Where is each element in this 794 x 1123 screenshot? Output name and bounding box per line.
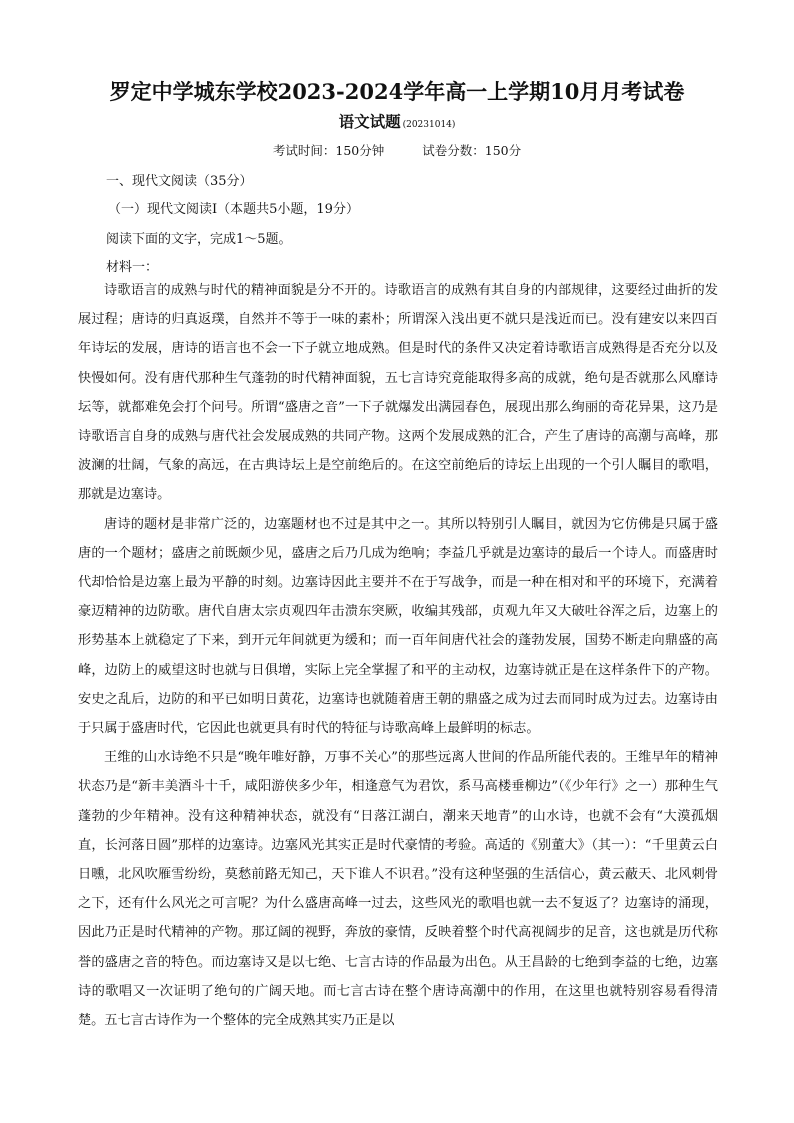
paragraph: 诗歌语言的成熟与时代的精神面貌是分不开的。诗歌语言的成熟有其自身的内部规律，这要经过曲折的发展过程；唐诗的归真返璞，自然并不等于一味的素朴；所谓深入浅出更不就只是浅近而已。没有建安以来四百年诗坛的发展，唐诗的语言也不会一下子就立地成熟。但是时代的条件又决定着诗歌语言成熟得是否充分以及快慢如何。没有唐代那种生气蓬勃的时代精神面貌，五七言诗究竟能取得多高的成就，绝句是否就那么风靡诗坛等，就都难免会打个问号。所谓“盛唐之音”一下子就爆发出满园春色，展现出那么绚丽的奇花异果，这乃是诗歌语言自身的成熟与唐代社会发展成熟的共同产物。这两个发展成熟的汇合，产生了唐诗的高潮与高峰，那波澜的壮阔，气象的高远，在古典诗坛上是空前绝后的。在这空前绝后的诗坛上出现的一个引人瞩目的歌唱，那就是边塞诗。 — [78, 283, 718, 503]
subsection-heading: （一）现代文阅读Ⅰ（本题共5小题，19分） — [108, 202, 359, 217]
exam-time: 考试时间：150分钟 — [272, 143, 385, 158]
paragraph: 王维的山水诗绝不只是“晚年唯好静，万事不关心”的那些远离人世间的作品所能代表的。王维早年的精神状态乃是“新丰美酒斗十千，咸阳游侠多少年，相逢意气为君饮，系马高楼垂柳边”（《少年行》之一）那种生气蓬勃的少年精神。没有这种精神状态，就没有“日落江湖白，潮来天地青”的山水诗，也就不会有“大漠孤烟直，长河落日圆”那样的边塞诗。边塞风光其实正是时代豪情的考验。高适的《别董大》（其一）：“千里黄云白日曛，北风吹雁雪纷纷，莫愁前路无知己，天下谁人不识君。”没有这种坚强的生活信心，黄云蔽天、北风刺骨之下，还有什么风光之可言呢？为什么盛唐高峰一过去，这些风光的歌唱也就一去不复返了？边塞诗的涌现，因此乃正是时代精神的产物。那辽阔的视野，奔放的豪情，反映着整个时代高视阔步的足音，这也就是历代称誉的盛唐之音的特色。而边塞诗又是以七绝、七言古诗的作品最为出色。从王昌龄的七绝到李益的七绝，边塞诗的歌唱又一次证明了绝句的广阔天地。而七言古诗在整个唐诗高潮中的作用，在这里也就特别容易看得清楚。五七言古诗作为一个整体的完全成熟其实乃正是以 — [78, 750, 718, 1029]
reading-passage — [78, 276, 718, 1035]
page-title: 罗定中学城东学校2023-2024学年高一上学期10月月考试卷 — [109, 79, 685, 104]
reading-instruction: 阅读下面的文字，完成1～5题。 — [106, 232, 292, 247]
subject-title: 语文试题 — [338, 112, 401, 131]
exam-date: (20231014) — [402, 120, 456, 130]
page-subtitle — [0, 110, 794, 132]
material-label: 材料一： — [106, 260, 159, 275]
section-heading: 一、现代文阅读（35分） — [106, 174, 253, 189]
exam-score: 试卷分数：150分 — [422, 143, 522, 158]
paragraph: 唐诗的题材是非常广泛的，边塞题材也不过是其中之一。其所以特别引人瞩目，就因为它仿佛是只属于盛唐的一个题材；盛唐之前既颇少见，盛唐之后乃几成为绝响；李益几乎就是边塞诗的最后一个诗人。而盛唐时代却恰恰是边塞上最为平静的时刻。边塞诗因此主要并不在于写战争，而是一种在相对和平的环境下，充满着豪迈精神的边防歌。唐代自唐太宗贞观四年击溃东突厥，收编其残部，贞观九年又大破吐谷浑之后，边塞上的形势基本上就稳定了下来，到开元年间就更为缓和；而一百年间唐代社会的蓬勃发展，国势不断走向鼎盛的高峰，边防上的威望这时也就与日俱增，实际上完全掌握了和平的主动权，边塞诗就正是在这样条件下的产物。安史之乱后，边防的和平已如明日黄花，边塞诗也就随着唐王朝的鼎盛之成为过去而同时成为过去。边塞诗由于只属于盛唐时代，它因此也就更具有时代的特征与诗歌高峰上最鲜明的标志。 — [78, 516, 718, 737]
exam-meta — [0, 141, 794, 159]
